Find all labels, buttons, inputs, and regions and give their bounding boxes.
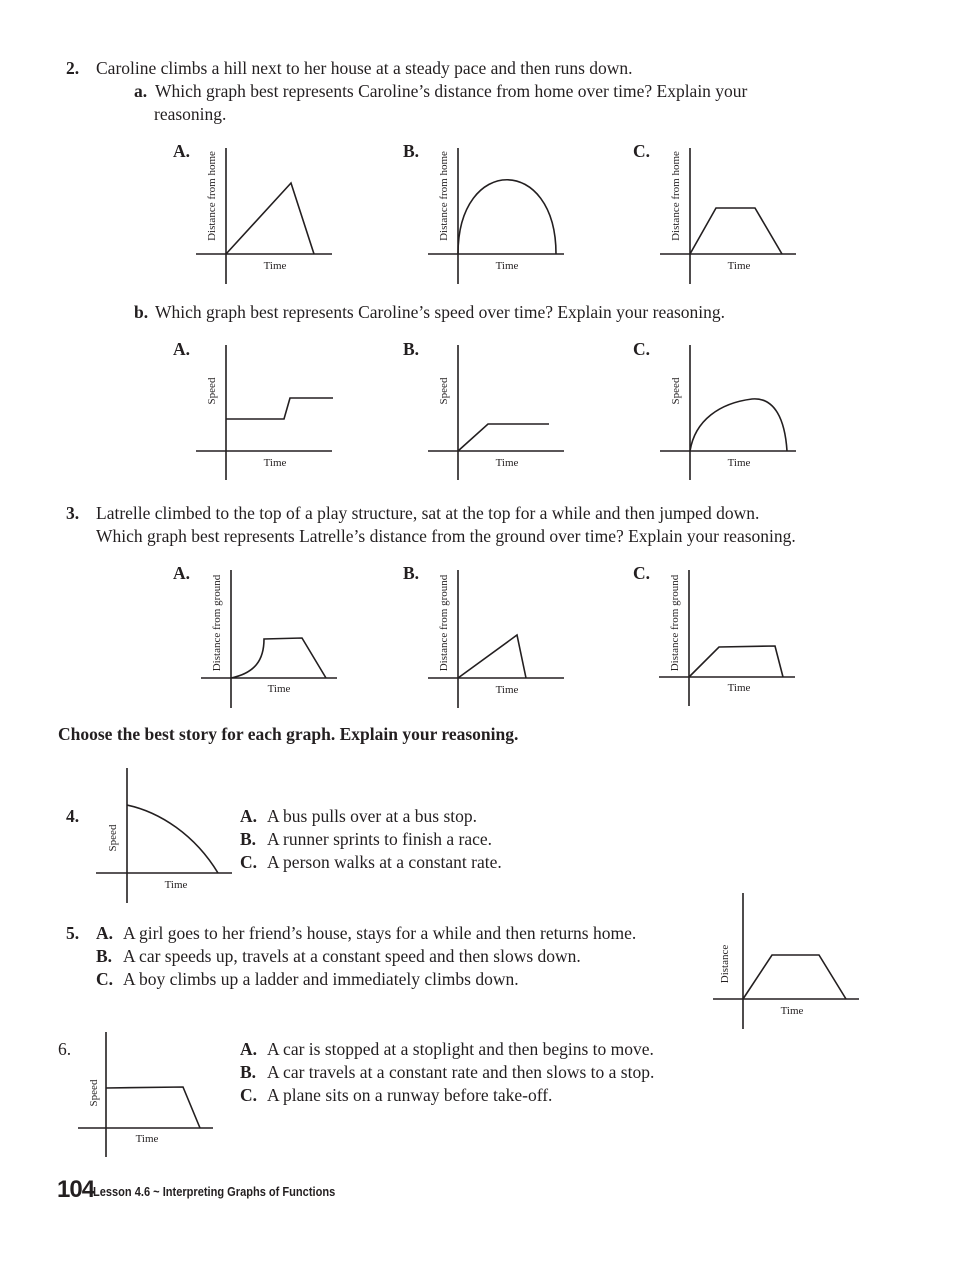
q3-a-ylabel: Distance from ground xyxy=(211,574,223,672)
q4-option-b-text: A runner sprints to finish a race. xyxy=(267,829,493,849)
question-2a-text: Which graph best represents Caroline’s distance from home over time? Explain your xyxy=(155,81,748,101)
q6-option-a-text: A car is stopped at a stoplight and then begins to move. xyxy=(267,1039,654,1059)
q2a-c-xlabel: Time xyxy=(727,260,751,272)
q4-ylabel: Speed xyxy=(107,824,119,852)
q2a-label-b: B. xyxy=(403,141,420,161)
q6-graph-line xyxy=(106,1087,200,1128)
instruction-heading: Choose the best story for each graph. Explain your reasoning. xyxy=(58,724,519,744)
q2a-b-xlabel: Time xyxy=(495,260,519,272)
question-3-text-cont: Which graph best represents Latrelle’s distance from the ground over time? Explain your reasoning. xyxy=(96,526,796,546)
q2a-b-ylabel: Distance from home xyxy=(438,151,450,241)
q3-graph-b-line xyxy=(458,635,526,678)
question-3-number: 3. xyxy=(66,503,80,523)
q3-a-xlabel: Time xyxy=(267,683,291,695)
q5-option-b-letter: B. xyxy=(96,946,113,966)
q2b-b-ylabel: Speed xyxy=(438,377,450,405)
q6-option-b-text: A car travels at a constant rate and then slows to a stop. xyxy=(267,1062,655,1082)
question-2b-label: b. xyxy=(134,302,149,322)
q5-option-a-text: A girl goes to her friend’s house, stays for a while and then returns home. xyxy=(123,923,637,943)
q3-b-xlabel: Time xyxy=(495,684,519,696)
q3-c-ylabel: Distance from ground xyxy=(669,574,681,672)
q2a-c-ylabel: Distance from home xyxy=(670,151,682,241)
q2a-a-xlabel: Time xyxy=(263,260,287,272)
q4-option-c-letter: C. xyxy=(240,852,258,872)
q3-label-c: C. xyxy=(633,563,651,583)
q2b-c-xlabel: Time xyxy=(727,457,751,469)
question-3-text: Latrelle climbed to the top of a play structure, sat at the top for a while and then jumped down. xyxy=(96,503,760,523)
q5-option-c-letter: C. xyxy=(96,969,114,989)
q3-label-a: A. xyxy=(173,563,191,583)
q5-graph-line xyxy=(743,955,846,999)
q3-graph-a-line xyxy=(231,638,326,678)
question-2b-text: Which graph best represents Caroline’s speed over time? Explain your reasoning. xyxy=(155,302,726,322)
q2a-label-a: A. xyxy=(173,141,191,161)
q6-xlabel: Time xyxy=(135,1133,159,1145)
question-5-number: 5. xyxy=(66,923,80,943)
q4-option-a-text: A bus pulls over at a bus stop. xyxy=(267,806,477,826)
q2b-graph-c-line xyxy=(690,399,787,451)
q6-option-a-letter: A. xyxy=(240,1039,258,1059)
q4-option-c-text: A person walks at a constant rate. xyxy=(267,852,502,872)
q4-option-a-letter: A. xyxy=(240,806,258,826)
page-number: 104 xyxy=(57,1176,95,1203)
q5-option-a-letter: A. xyxy=(96,923,114,943)
q5-xlabel: Time xyxy=(780,1005,804,1017)
q2a-graph-c-line xyxy=(690,208,782,254)
q2a-graph-a-line xyxy=(226,183,314,254)
q6-ylabel: Speed xyxy=(88,1079,100,1107)
q2b-label-b: B. xyxy=(403,339,420,359)
lesson-title: Lesson 4.6 ~ Interpreting Graphs of Functions xyxy=(93,1184,336,1199)
q3-b-ylabel: Distance from ground xyxy=(438,574,450,672)
q2b-b-xlabel: Time xyxy=(495,457,519,469)
q5-option-b-text: A car speeds up, travels at a constant speed and then slows down. xyxy=(123,946,581,966)
q2b-label-a: A. xyxy=(173,339,191,359)
q6-option-b-letter: B. xyxy=(240,1062,257,1082)
question-2a-label: a. xyxy=(134,81,148,101)
q2a-label-c: C. xyxy=(633,141,651,161)
q2b-c-ylabel: Speed xyxy=(670,377,682,405)
q6-option-c-letter: C. xyxy=(240,1085,258,1105)
q2b-label-c: C. xyxy=(633,339,651,359)
q2b-graph-b-line xyxy=(458,424,549,451)
q5-option-c-text: A boy climbs up a ladder and immediately climbs down. xyxy=(123,969,519,989)
q2b-a-ylabel: Speed xyxy=(206,377,218,405)
q3-graph-c-line xyxy=(689,646,783,677)
q4-graph-line xyxy=(127,805,218,873)
q3-c-xlabel: Time xyxy=(727,682,751,694)
q6-option-c-text: A plane sits on a runway before take-off. xyxy=(267,1085,553,1105)
q4-option-b-letter: B. xyxy=(240,829,257,849)
question-2a-text-cont: reasoning. xyxy=(154,104,227,124)
q2a-graph-b-line xyxy=(458,180,556,254)
question-2-number: 2. xyxy=(66,58,80,78)
q5-ylabel: Distance xyxy=(719,944,731,984)
question-2-text: Caroline climbs a hill next to her house at a steady pace and then runs down. xyxy=(96,58,633,78)
q2a-a-ylabel: Distance from home xyxy=(206,151,218,241)
question-4-number: 4. xyxy=(66,806,80,826)
q4-xlabel: Time xyxy=(164,879,188,891)
q3-label-b: B. xyxy=(403,563,420,583)
q2b-graph-a-line xyxy=(226,398,333,419)
question-6-number: 6. xyxy=(58,1039,72,1059)
q2b-a-xlabel: Time xyxy=(263,457,287,469)
